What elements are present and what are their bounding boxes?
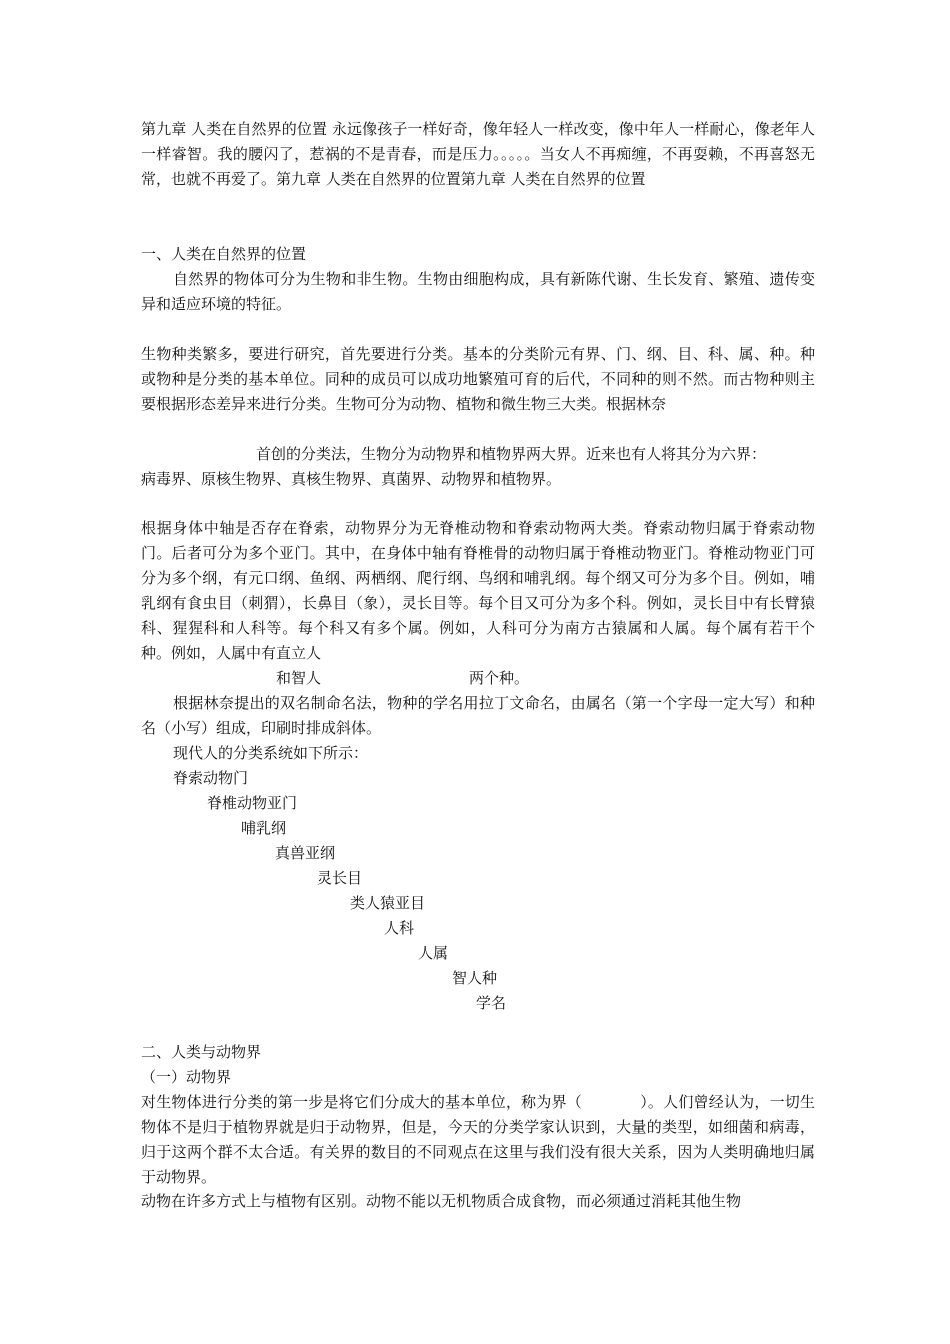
section2-heading: 二、人类与动物界	[141, 1043, 262, 1061]
section2-paragraph-1-start: 对生物体进行分类的第一步是将它们分成大的基本单位，称为界（	[141, 1093, 582, 1111]
section2-paragraph-1-rest: ）。人们曾经认为，一切生物体不是归于植物界就是归于动物界，但是，今天的分类学家认识到，大量的类型，如细菌和病毒，归于这两个群不太合适。有关界的数目的不同观点在这里与我们没有很大关系，因为人类明确地归属于动物界。	[141, 1093, 815, 1186]
hierarchy-item: 脊椎动物亚门	[207, 794, 298, 812]
section1-paragraph-6: 现代人的分类系统如下所示：	[173, 744, 369, 762]
hierarchy-item: 人属	[418, 944, 449, 962]
hierarchy-item: 智人种	[452, 969, 498, 987]
section1-heading: 一、人类在自然界的位置	[141, 245, 307, 263]
hierarchy-item: 类人猿亚目	[350, 894, 426, 912]
section1-paragraph-2: 生物种类繁多，要进行研究，首先要进行分类。基本的分类阶元有界、门、纲、目、科、属、种。种或物种是分类的基本单位。同种的成员可以成功地繁殖可育的后代，不同种的则不然。而古物种则主要根据形态差异来进行分类。生物可分为动物、植物和微生物三大类。根据林奈	[141, 345, 815, 413]
hierarchy-item: 人科	[384, 919, 415, 937]
section1-paragraph-4: 根据身体中轴是否存在脊索，动物界分为无脊椎动物和脊索动物两大类。脊索动物归属于脊索动物门。后者可分为多个亚门。其中，在身体中轴有脊椎骨的动物归属于脊椎动物亚门。脊椎动物亚门可分为多个纲，有元口纲、鱼纲、两栖纲、爬行纲、鸟纲和哺乳纲。每个纲又可分为多个目。例如，哺乳纲有食虫目（刺猬），长鼻目（象），灵长目等。每个目又可分为多个科。例如，灵长目中有长臂猿科、猩猩科和人科等。每个科又有多个属。例如，人科可分为南方古猿属和人属。每个属有若干个种。例如，人属中有直立人	[141, 519, 815, 662]
hierarchy-item: 灵长目	[317, 869, 363, 887]
species-homo-sapiens-text: 和智人	[276, 669, 322, 687]
two-species-text: 两个种。	[469, 669, 530, 687]
hierarchy-item: 学名	[476, 994, 507, 1012]
section2-paragraph-1	[141, 1090, 815, 1190]
section1-paragraph-3-line-2: 病毒界、原核生物界、真核生物界、真菌界、动物界和植物界。	[141, 470, 562, 488]
section1-paragraph-1: 自然界的物体可分为生物和非生物。生物由细胞构成，具有新陈代谢、生长发育、繁殖、遗传变异和适应环境的特征。	[141, 270, 815, 313]
hierarchy-item: 真兽亚纲	[275, 844, 336, 862]
section2-subheading: （一）动物界	[141, 1068, 232, 1086]
hierarchy-item: 哺乳纲	[241, 819, 287, 837]
section1-paragraph-5: 根据林奈提出的双名制命名法，物种的学名用拉丁文命名，由属名（第一个字母一定大写）和种名（小写）组成，印刷时排成斜体。	[141, 694, 815, 737]
hierarchy-item: 脊索动物门	[173, 769, 249, 787]
section1-paragraph-3-line-1: 首创的分类法，生物分为动物界和植物界两大界。近来也有人将其分为六界：	[256, 445, 767, 463]
intro-paragraph: 第九章 人类在自然界的位置 永远像孩子一样好奇，像年轻人一样改变，像中年人一样耐心，像老年人一样睿智。我的腰闪了，惹祸的不是青春，而是压力。。。。。当女人不再痴缠，不再耍赖，不再喜怒无常，也就不再爱了。第九章 人类在自然界的位置第九章 人类在自然界的位置	[141, 120, 815, 188]
section2-paragraph-2: 动物在许多方式上与植物有区别。动物不能以无机物质合成食物，而必须通过消耗其他生物	[141, 1192, 742, 1210]
